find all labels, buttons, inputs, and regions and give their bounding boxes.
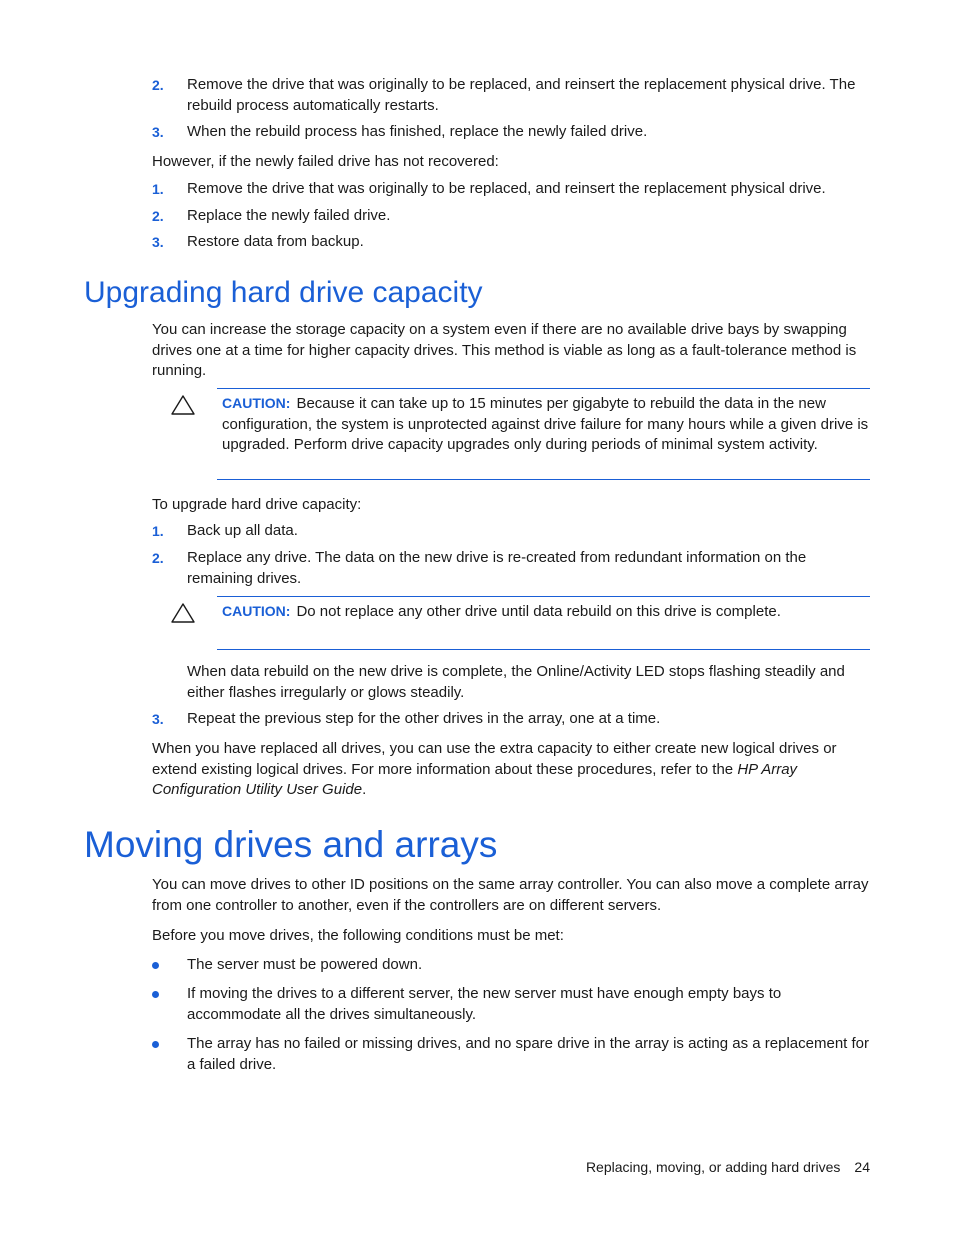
footer-title: Replacing, moving, or adding hard drives	[585, 1159, 841, 1175]
section-heading-move: Moving drives and arrays	[84, 824, 498, 865]
closing-period: .	[362, 781, 367, 798]
list-number: 2.	[152, 550, 164, 566]
bullet-item	[152, 955, 870, 976]
bullet-text: The array has no failed or missing drives, and no spare drive in the array is acting as a replacement for a failed drive.	[187, 1035, 870, 1073]
list-item-text: Back up all data.	[187, 522, 298, 539]
page-footer	[586, 1157, 870, 1178]
list-item-text: Restore data from backup.	[187, 233, 364, 250]
list-item	[152, 206, 870, 227]
list-item-text: Remove the drive that was originally to be replaced, and reinsert the replacement physical drive. The rebuild process automatically restarts.	[187, 76, 856, 114]
caution-text	[222, 393, 870, 456]
bullet-text: If moving the drives to a different server, the new server must have enough empty bays to accommodate all the drives simultaneously.	[187, 985, 782, 1023]
bullet-dot	[152, 1041, 159, 1048]
list-number: 2.	[152, 77, 164, 93]
caution-icon	[170, 394, 196, 416]
list-item-text: Repeat the previous step for the other drives in the array, one at a time.	[187, 710, 661, 727]
upgrade-intro: You can increase the storage capacity on a system even if there are no available drive bays by swapping drives one at a time for higher capacity drives. This method is viable as long as a fault-tolerance method is running.	[152, 321, 857, 379]
led-note: When data rebuild on the new drive is complete, the Online/Activity LED stops flashing steadily and either flashes irregularly or glows steadily.	[187, 663, 845, 701]
paragraph-however: However, if the newly failed drive has not recovered:	[152, 153, 499, 170]
move-lead: Before you move drives, the following conditions must be met:	[152, 927, 564, 944]
list-item	[152, 179, 870, 200]
list-item	[152, 122, 870, 143]
section-heading-upgrade: Upgrading hard drive capacity	[84, 276, 483, 309]
list-item	[152, 521, 870, 542]
page-number: 24	[854, 1159, 870, 1175]
caution-label: CAUTION:	[222, 603, 291, 619]
list-number: 2.	[152, 208, 164, 224]
list-item	[152, 548, 870, 589]
guide-reference: HP Array Configuration Utility User Guide	[152, 760, 798, 798]
list-number: 3.	[152, 711, 164, 727]
caution-icon	[170, 602, 196, 624]
caution-box	[217, 388, 870, 480]
list-number: 1.	[152, 523, 164, 539]
list-item-text: Replace the newly failed drive.	[187, 207, 391, 224]
bullet-item	[152, 984, 870, 1025]
caution-label: CAUTION:	[222, 395, 291, 411]
caution-message: Do not replace any other drive until data rebuild on this drive is complete.	[296, 603, 781, 620]
list-item-text: When the rebuild process has finished, replace the newly failed drive.	[187, 123, 648, 140]
list-item-text: Replace any drive. The data on the new drive is re-created from redundant information on the remaining drives.	[187, 549, 807, 587]
caution-text	[222, 601, 870, 623]
bullet-dot	[152, 991, 159, 998]
bullet-text: The server must be powered down.	[187, 956, 423, 973]
list-item	[152, 75, 870, 116]
closing-text: When you have replaced all drives, you can use the extra capacity to either create new logical drives or extend existing logical drives. For more information about these procedures, refer to the	[152, 740, 837, 778]
list-number: 3.	[152, 124, 164, 140]
list-number: 3.	[152, 234, 164, 250]
bullet-dot	[152, 962, 159, 969]
move-intro: You can move drives to other ID positions on the same array controller. You can also move a complete array from one controller to another, even if the controllers are on different servers.	[152, 876, 869, 914]
list-item	[152, 709, 870, 730]
caution-message: Because it can take up to 15 minutes per gigabyte to rebuild the data in the new configuration, the system is unprotected against drive failure for many hours while a given drive is upgraded. Perform drive capacity upgrades only during periods of minimal system activity.	[222, 395, 869, 453]
upgrade-lead: To upgrade hard drive capacity:	[152, 496, 362, 513]
caution-box	[217, 596, 870, 650]
bullet-item	[152, 1034, 870, 1075]
list-number: 1.	[152, 181, 164, 197]
list-item	[152, 232, 870, 253]
list-item-text: Remove the drive that was originally to be replaced, and reinsert the replacement physical drive.	[187, 180, 826, 197]
upgrade-closing	[152, 739, 870, 801]
